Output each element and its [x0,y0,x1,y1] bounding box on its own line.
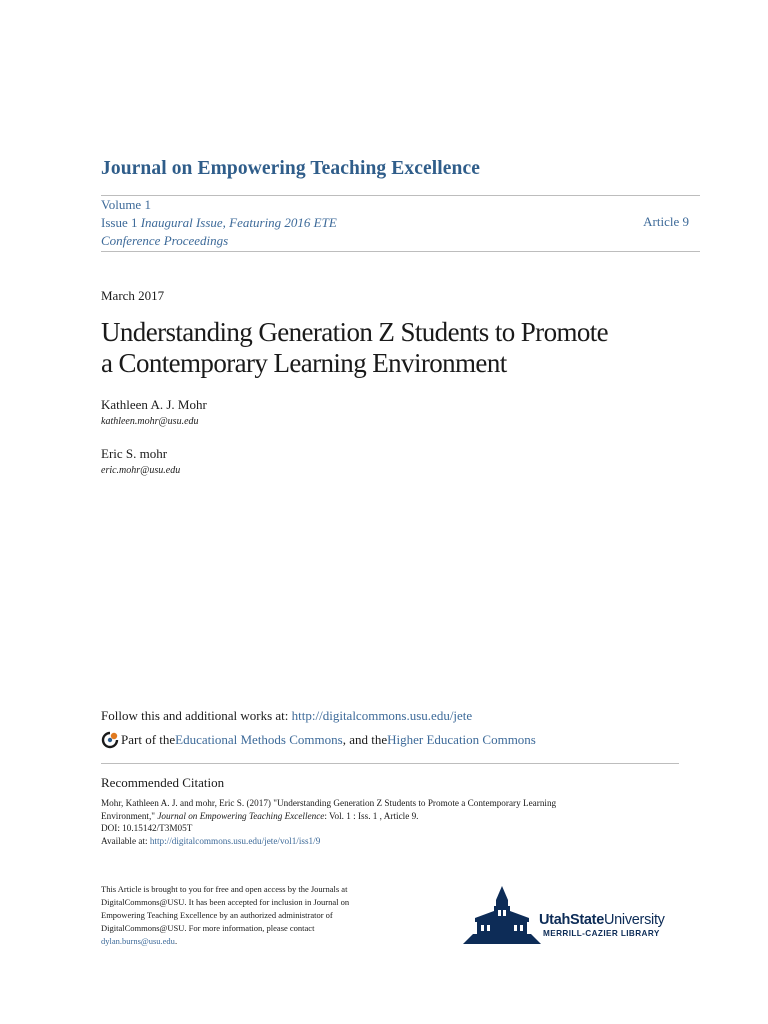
article-url-link[interactable]: http://digitalcommons.usu.edu/jete/vol1/iss1/9 [149,835,321,846]
citation-text [101,797,661,847]
volume-link[interactable]: Volume 1 [101,197,151,212]
logo-university-name: UtahStateUniversity [539,912,665,928]
follow-prefix: Follow this and additional works at: [101,708,292,723]
educational-methods-commons-link[interactable]: Educational Methods Commons [175,732,343,747]
part-of-prefix: Part of the [121,732,176,747]
publication-date: March 2017 [101,288,165,303]
notice-line1: This Article is brought to you for free and open access by the Journals at [101,884,348,894]
issue-title-line1[interactable]: Inaugural Issue, Featuring 2016 ETE [140,215,337,230]
and-the-text: , and the [342,732,388,747]
notice-email-suffix: . [174,936,178,946]
notice-line3: Empowering Teaching Excellence by an authorized administrator of [101,910,333,920]
journal-url-link[interactable]: http://digitalcommons.usu.edu/jete [291,708,473,723]
part-of-line [101,731,536,749]
author-name: Eric S. mohr [101,446,168,461]
citation-divider [101,763,679,764]
logo-library-name: MERRILL-CAZIER LIBRARY [543,929,660,938]
follow-line [101,708,472,724]
citation-line1: Mohr, Kathleen A. J. and mohr, Eric S. (2017) "Understanding Generation Z Students to Promote a Contemporary Learning [101,798,557,808]
article-number-link[interactable]: Article 9 [643,214,689,229]
citation-doi: DOI: 10.15142/T3M05T [101,823,193,833]
article-title [101,317,691,379]
notice-line2: DigitalCommons@USU. It has been accepted for inclusion in Journal on [101,897,350,907]
article-title-line2: a Contemporary Learning Environment [101,348,507,378]
header-divider-bottom [101,251,700,252]
higher-education-commons-link[interactable]: Higher Education Commons [387,732,536,747]
available-at-label: Available at: [101,835,150,846]
issue-link[interactable]: Issue 1 [101,215,138,230]
citation-journal-name: Journal on Empowering Teaching Excellence [157,810,325,821]
citation-line2-prefix: Environment," [101,810,158,821]
recommended-citation-heading: Recommended Citation [101,775,225,790]
contact-email-link[interactable]: dylan.burns@usu.edu [101,936,175,946]
access-notice [101,883,401,948]
author-2 [101,446,180,476]
issue-info [101,196,337,250]
journal-title[interactable]: Journal on Empowering Teaching Excellence [101,158,480,179]
citation-line2-suffix: : Vol. 1 : Iss. 1 , Article 9. [324,810,419,821]
notice-line4: DigitalCommons@USU. For more information, please contact [101,923,315,933]
author-email: eric.mohr@usu.edu [101,465,181,476]
issue-title-line2[interactable]: Conference Proceedings [101,233,229,248]
author-email: kathleen.mohr@usu.edu [101,416,199,427]
article-title-line1: Understanding Generation Z Students to Promote [101,317,609,347]
author-name: Kathleen A. J. Mohr [101,397,207,412]
library-logo[interactable] [463,884,673,946]
old-main-tower-icon [463,884,541,946]
author-1 [101,397,207,427]
commons-logo-icon [101,731,119,749]
